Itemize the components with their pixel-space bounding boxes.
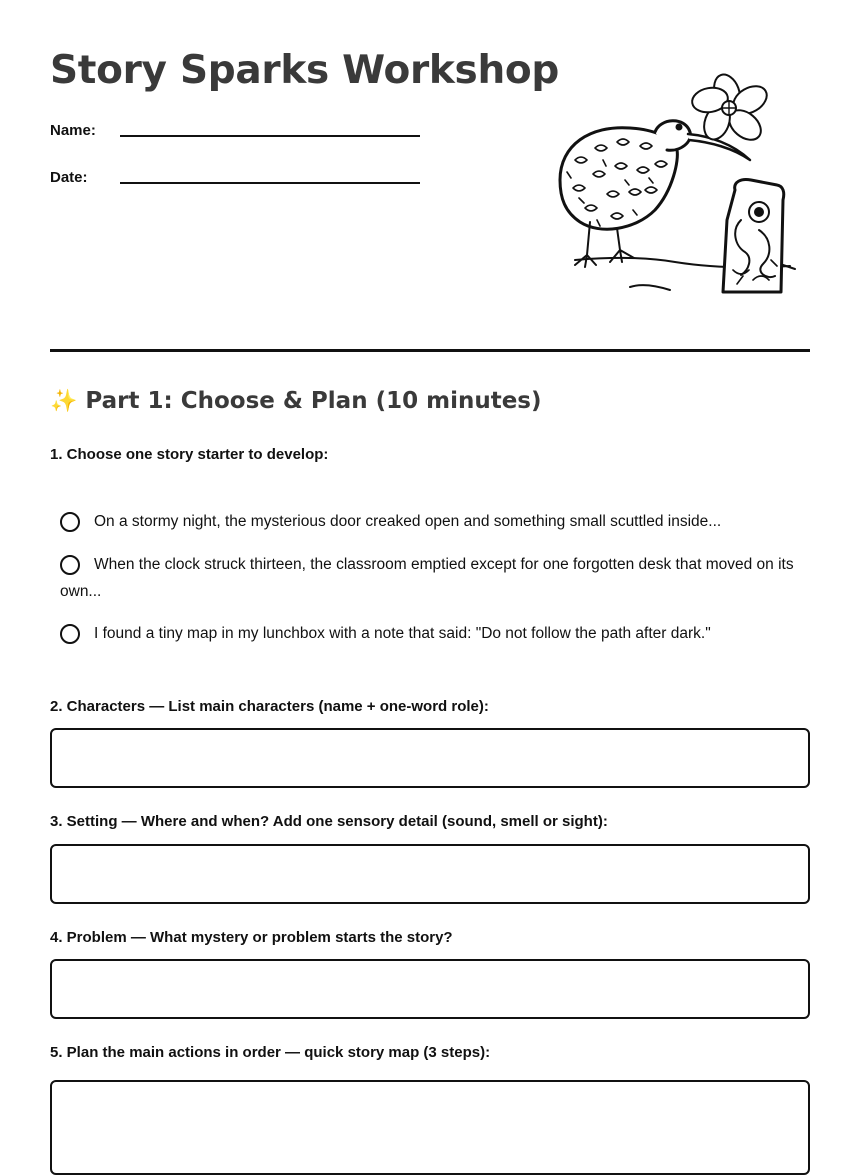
date-line[interactable] [120, 182, 420, 184]
starter-option-2[interactable] [60, 551, 800, 605]
starter-option-text: On a stormy night, the mysterious door creaked open and something small scuttled inside... [94, 513, 722, 530]
starter-option-1[interactable] [60, 508, 800, 535]
name-label: Name: [50, 122, 96, 139]
radio-button[interactable] [60, 512, 80, 532]
name-field[interactable] [50, 122, 430, 152]
date-label: Date: [50, 169, 88, 186]
question-1: 1. Choose one story starter to develop: [50, 446, 329, 463]
question-4: 4. Problem — What mystery or problem starts the story? [50, 929, 453, 946]
worksheet-title: Story Sparks Workshop [50, 48, 560, 93]
question-3: 3. Setting — Where and when? Add one sensory detail (sound, smell or sight): [50, 813, 608, 830]
problem-answer-box[interactable] [50, 959, 810, 1019]
question-2: 2. Characters — List main characters (name + one-word role): [50, 698, 489, 715]
radio-button[interactable] [60, 624, 80, 644]
characters-answer-box[interactable] [50, 728, 810, 788]
question-5: 5. Plan the main actions in order — quick story map (3 steps): [50, 1044, 491, 1061]
radio-button[interactable] [60, 555, 80, 575]
part1-heading [50, 388, 542, 414]
starter-option-text: I found a tiny map in my lunchbox with a note that said: "Do not follow the path after dark." [94, 625, 711, 642]
starter-option-3[interactable] [60, 620, 800, 647]
name-line[interactable] [120, 135, 420, 137]
section-divider [50, 349, 810, 352]
sparkles-icon: ✨ [50, 389, 78, 414]
part1-title: Part 1: Choose & Plan (10 minutes) [85, 388, 542, 414]
kiwi-bird-and-carving-illustration [545, 70, 805, 310]
setting-answer-box[interactable] [50, 844, 810, 904]
date-field[interactable] [50, 169, 430, 199]
starter-option-text: When the clock struck thirteen, the classroom emptied except for one forgotten desk that moved on its own... [60, 556, 794, 600]
